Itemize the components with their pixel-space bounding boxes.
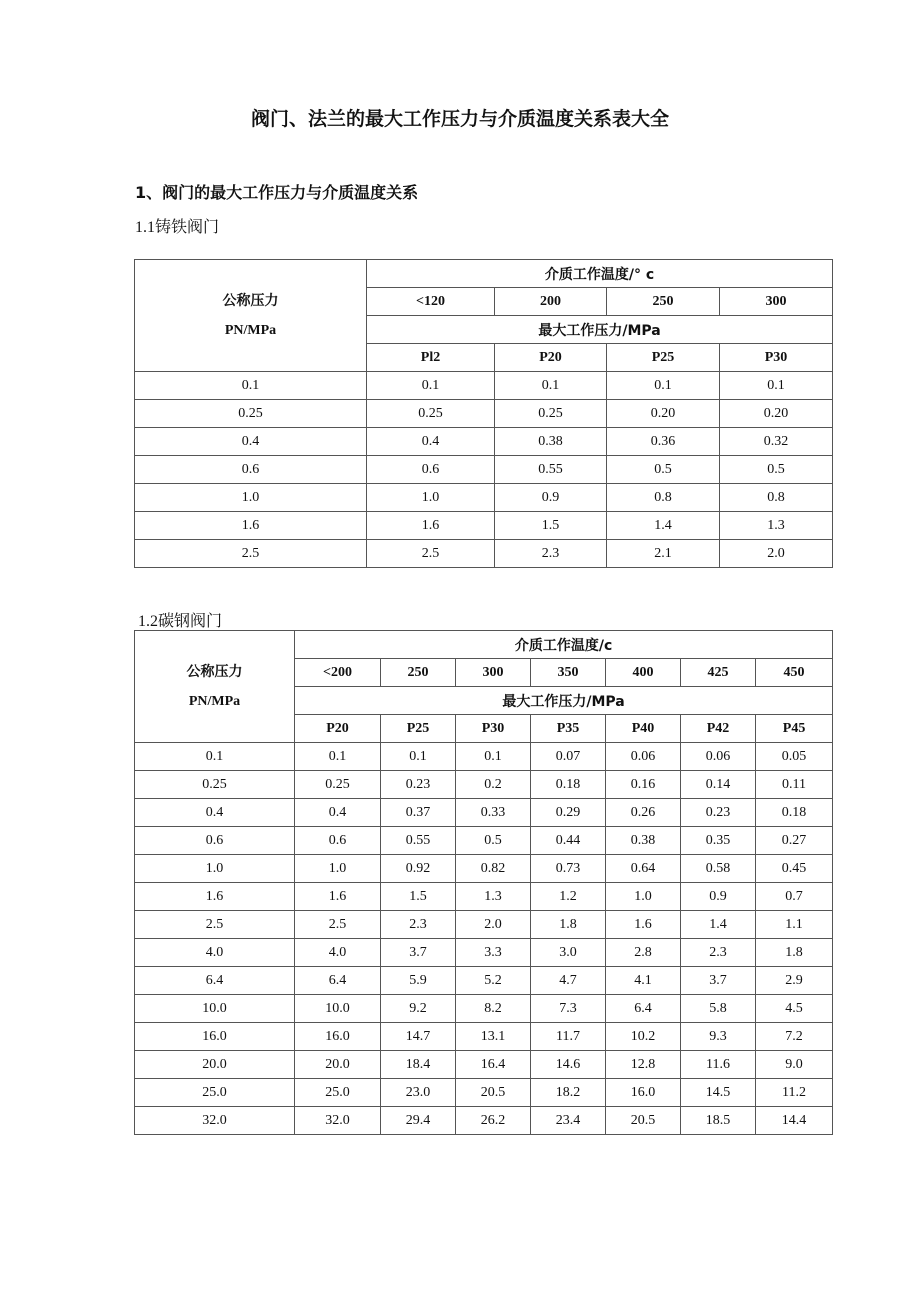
pressure-value: 0.07 bbox=[531, 743, 606, 771]
pn-label-line1: 公称压力 bbox=[186, 663, 243, 680]
pressure-value: 1.0 bbox=[295, 855, 381, 883]
pressure-value: 2.3 bbox=[381, 911, 456, 939]
pressure-value: 11.2 bbox=[756, 1079, 833, 1107]
table-row bbox=[135, 1107, 833, 1135]
pressure-value: 18.5 bbox=[681, 1107, 756, 1135]
table2-caption: 1.2碳钢阀门 bbox=[138, 613, 223, 630]
pressure-value: 7.2 bbox=[756, 1023, 833, 1051]
table-row bbox=[135, 1023, 833, 1051]
pressure-value: 16.0 bbox=[295, 1023, 381, 1051]
pressure-value: 0.92 bbox=[381, 855, 456, 883]
pressure-value: 18.4 bbox=[381, 1051, 456, 1079]
pressure-value: 0.20 bbox=[720, 400, 833, 428]
pressure-value: 4.0 bbox=[295, 939, 381, 967]
pressure-value: 0.9 bbox=[495, 484, 607, 512]
pressure-value: 29.4 bbox=[381, 1107, 456, 1135]
pressure-value: 0.25 bbox=[495, 400, 607, 428]
pressure-value: 0.5 bbox=[607, 456, 720, 484]
pressure-value: 3.7 bbox=[681, 967, 756, 995]
pn-value: 0.1 bbox=[135, 743, 295, 771]
pressure-value: 11.6 bbox=[681, 1051, 756, 1079]
pressure-value: 6.4 bbox=[295, 967, 381, 995]
pressure-value: 18.2 bbox=[531, 1079, 606, 1107]
cast-iron-valve-table bbox=[134, 259, 833, 568]
pn-value: 0.1 bbox=[135, 372, 367, 400]
pressure-value: 1.8 bbox=[531, 911, 606, 939]
pressure-value: 9.2 bbox=[381, 995, 456, 1023]
table-row bbox=[135, 771, 833, 799]
temp-col-header: 450 bbox=[756, 659, 833, 687]
pressure-col-header: Pl2 bbox=[367, 344, 495, 372]
table-row bbox=[135, 967, 833, 995]
table-row bbox=[135, 512, 833, 540]
pressure-value: 0.32 bbox=[720, 428, 833, 456]
pn-value: 10.0 bbox=[135, 995, 295, 1023]
pressure-value: 12.8 bbox=[606, 1051, 681, 1079]
pressure-value: 0.1 bbox=[381, 743, 456, 771]
pressure-header: 最大工作压力/MPa bbox=[367, 316, 833, 344]
pressure-value: 1.3 bbox=[720, 512, 833, 540]
pressure-value: 1.0 bbox=[606, 883, 681, 911]
table-row bbox=[135, 484, 833, 512]
pn-label-line2: PN/MPa bbox=[224, 322, 277, 338]
pressure-col-header: P42 bbox=[681, 715, 756, 743]
table-row bbox=[135, 428, 833, 456]
pressure-value: 1.2 bbox=[531, 883, 606, 911]
pn-label-line1: 公称压力 bbox=[222, 292, 279, 309]
pressure-value: 0.58 bbox=[681, 855, 756, 883]
table-row bbox=[135, 1079, 833, 1107]
pn-value: 0.25 bbox=[135, 400, 367, 428]
temp-col-header: 250 bbox=[381, 659, 456, 687]
pressure-value: 0.25 bbox=[295, 771, 381, 799]
pressure-value: 1.6 bbox=[295, 883, 381, 911]
pressure-value: 0.1 bbox=[295, 743, 381, 771]
pressure-value: 5.8 bbox=[681, 995, 756, 1023]
pressure-value: 16.0 bbox=[606, 1079, 681, 1107]
table-row bbox=[135, 540, 833, 568]
pressure-value: 0.06 bbox=[681, 743, 756, 771]
temp-col-header: 350 bbox=[531, 659, 606, 687]
pressure-value: 0.1 bbox=[367, 372, 495, 400]
pressure-value: 25.0 bbox=[295, 1079, 381, 1107]
pressure-value: 1.1 bbox=[756, 911, 833, 939]
pressure-value: 0.6 bbox=[295, 827, 381, 855]
pn-value: 0.6 bbox=[135, 827, 295, 855]
pressure-value: 0.23 bbox=[681, 799, 756, 827]
table-row bbox=[135, 799, 833, 827]
table-row bbox=[135, 995, 833, 1023]
pressure-value: 13.1 bbox=[456, 1023, 531, 1051]
pressure-value: 0.18 bbox=[756, 799, 833, 827]
pressure-value: 4.5 bbox=[756, 995, 833, 1023]
pressure-value: 4.7 bbox=[531, 967, 606, 995]
pressure-value: 0.1 bbox=[720, 372, 833, 400]
pressure-value: 0.64 bbox=[606, 855, 681, 883]
pn-value: 2.5 bbox=[135, 540, 367, 568]
temp-col-header: <120 bbox=[367, 288, 495, 316]
table-row bbox=[135, 939, 833, 967]
carbon-steel-valve-table bbox=[134, 630, 833, 1135]
pn-value: 1.0 bbox=[135, 484, 367, 512]
page-title: 阀门、法兰的最大工作压力与介质温度关系表大全 bbox=[250, 108, 669, 130]
pressure-value: 3.3 bbox=[456, 939, 531, 967]
pn-label-line2: PN/MPa bbox=[188, 693, 241, 709]
temp-col-header: 250 bbox=[607, 288, 720, 316]
temp-header: 介质工作温度/° c bbox=[367, 260, 833, 288]
pn-value: 0.4 bbox=[135, 428, 367, 456]
pressure-value: 0.16 bbox=[606, 771, 681, 799]
pressure-value: 2.5 bbox=[367, 540, 495, 568]
pressure-value: 5.9 bbox=[381, 967, 456, 995]
pressure-value: 0.38 bbox=[606, 827, 681, 855]
pressure-value: 2.3 bbox=[495, 540, 607, 568]
pressure-col-header: P25 bbox=[381, 715, 456, 743]
pressure-value: 0.33 bbox=[456, 799, 531, 827]
pressure-value: 2.1 bbox=[607, 540, 720, 568]
pn-value: 0.25 bbox=[135, 771, 295, 799]
pressure-value: 1.5 bbox=[495, 512, 607, 540]
pressure-value: 0.05 bbox=[756, 743, 833, 771]
table-row bbox=[135, 855, 833, 883]
pressure-value: 11.7 bbox=[531, 1023, 606, 1051]
pressure-value: 9.0 bbox=[756, 1051, 833, 1079]
pressure-value: 7.3 bbox=[531, 995, 606, 1023]
pressure-col-header: P20 bbox=[495, 344, 607, 372]
pressure-value: 5.2 bbox=[456, 967, 531, 995]
pressure-value: 0.18 bbox=[531, 771, 606, 799]
pressure-value: 0.55 bbox=[381, 827, 456, 855]
pressure-value: 2.3 bbox=[681, 939, 756, 967]
pn-value: 20.0 bbox=[135, 1051, 295, 1079]
pressure-value: 14.4 bbox=[756, 1107, 833, 1135]
pressure-value: 3.0 bbox=[531, 939, 606, 967]
pressure-value: 0.45 bbox=[756, 855, 833, 883]
pressure-value: 1.5 bbox=[381, 883, 456, 911]
pressure-value: 0.73 bbox=[531, 855, 606, 883]
pressure-value: 0.25 bbox=[367, 400, 495, 428]
table-row bbox=[135, 883, 833, 911]
temp-col-header: 300 bbox=[456, 659, 531, 687]
temp-col-header: 200 bbox=[495, 288, 607, 316]
pressure-col-header: P30 bbox=[720, 344, 833, 372]
pressure-value: 4.1 bbox=[606, 967, 681, 995]
pressure-value: 0.1 bbox=[495, 372, 607, 400]
pressure-col-header: P45 bbox=[756, 715, 833, 743]
pressure-value: 3.7 bbox=[381, 939, 456, 967]
table-row bbox=[135, 400, 833, 428]
pressure-value: 20.0 bbox=[295, 1051, 381, 1079]
pn-value: 1.0 bbox=[135, 855, 295, 883]
pressure-value: 0.4 bbox=[295, 799, 381, 827]
pn-value: 32.0 bbox=[135, 1107, 295, 1135]
pressure-value: 1.6 bbox=[606, 911, 681, 939]
pressure-value: 10.2 bbox=[606, 1023, 681, 1051]
pressure-value: 0.1 bbox=[456, 743, 531, 771]
pressure-value: 0.23 bbox=[381, 771, 456, 799]
pressure-value: 16.4 bbox=[456, 1051, 531, 1079]
temp-col-header: <200 bbox=[295, 659, 381, 687]
pn-header bbox=[135, 631, 295, 743]
pressure-value: 0.7 bbox=[756, 883, 833, 911]
pressure-col-header: P35 bbox=[531, 715, 606, 743]
pressure-col-header: P40 bbox=[606, 715, 681, 743]
pressure-value: 0.82 bbox=[456, 855, 531, 883]
table-row bbox=[135, 911, 833, 939]
pressure-value: 0.5 bbox=[456, 827, 531, 855]
pressure-col-header: P20 bbox=[295, 715, 381, 743]
pressure-value: 0.20 bbox=[607, 400, 720, 428]
pressure-col-header: P30 bbox=[456, 715, 531, 743]
temp-col-header: 400 bbox=[606, 659, 681, 687]
pressure-value: 0.14 bbox=[681, 771, 756, 799]
pressure-value: 0.26 bbox=[606, 799, 681, 827]
pressure-value: 0.38 bbox=[495, 428, 607, 456]
temp-col-header: 425 bbox=[681, 659, 756, 687]
pressure-value: 0.8 bbox=[720, 484, 833, 512]
pressure-value: 1.0 bbox=[367, 484, 495, 512]
pressure-value: 0.5 bbox=[720, 456, 833, 484]
pressure-value: 14.5 bbox=[681, 1079, 756, 1107]
pn-value: 2.5 bbox=[135, 911, 295, 939]
pressure-value: 8.2 bbox=[456, 995, 531, 1023]
table-row bbox=[135, 372, 833, 400]
pressure-value: 14.6 bbox=[531, 1051, 606, 1079]
pn-value: 25.0 bbox=[135, 1079, 295, 1107]
pressure-value: 0.44 bbox=[531, 827, 606, 855]
temp-col-header: 300 bbox=[720, 288, 833, 316]
pressure-value: 0.4 bbox=[367, 428, 495, 456]
pressure-value: 0.27 bbox=[756, 827, 833, 855]
table-row bbox=[135, 456, 833, 484]
pressure-value: 20.5 bbox=[606, 1107, 681, 1135]
pressure-value: 0.36 bbox=[607, 428, 720, 456]
pn-header bbox=[135, 260, 367, 372]
pressure-col-header: P25 bbox=[607, 344, 720, 372]
pressure-value: 0.06 bbox=[606, 743, 681, 771]
pressure-value: 1.6 bbox=[367, 512, 495, 540]
pressure-value: 2.0 bbox=[720, 540, 833, 568]
pn-value: 1.6 bbox=[135, 883, 295, 911]
pressure-value: 1.4 bbox=[607, 512, 720, 540]
pressure-value: 23.4 bbox=[531, 1107, 606, 1135]
pressure-value: 2.5 bbox=[295, 911, 381, 939]
pressure-value: 0.6 bbox=[367, 456, 495, 484]
pn-value: 16.0 bbox=[135, 1023, 295, 1051]
pressure-value: 0.9 bbox=[681, 883, 756, 911]
section-heading: 1、阀门的最大工作压力与介质温度关系 bbox=[135, 183, 419, 202]
pressure-value: 2.8 bbox=[606, 939, 681, 967]
pressure-value: 0.29 bbox=[531, 799, 606, 827]
temp-header: 介质工作温度/c bbox=[295, 631, 833, 659]
pressure-value: 0.8 bbox=[607, 484, 720, 512]
table-row bbox=[135, 743, 833, 771]
pressure-value: 1.8 bbox=[756, 939, 833, 967]
pressure-value: 6.4 bbox=[606, 995, 681, 1023]
table1-caption: 1.1铸铁阀门 bbox=[135, 219, 220, 236]
pressure-value: 2.9 bbox=[756, 967, 833, 995]
pn-value: 4.0 bbox=[135, 939, 295, 967]
pressure-value: 9.3 bbox=[681, 1023, 756, 1051]
table-row bbox=[135, 1051, 833, 1079]
pressure-value: 1.3 bbox=[456, 883, 531, 911]
pressure-value: 0.35 bbox=[681, 827, 756, 855]
table-row bbox=[135, 827, 833, 855]
pressure-value: 0.11 bbox=[756, 771, 833, 799]
pn-value: 0.4 bbox=[135, 799, 295, 827]
pressure-value: 32.0 bbox=[295, 1107, 381, 1135]
pressure-value: 1.4 bbox=[681, 911, 756, 939]
pressure-value: 10.0 bbox=[295, 995, 381, 1023]
pn-value: 0.6 bbox=[135, 456, 367, 484]
pressure-value: 2.0 bbox=[456, 911, 531, 939]
pressure-value: 23.0 bbox=[381, 1079, 456, 1107]
pressure-value: 0.37 bbox=[381, 799, 456, 827]
pressure-value: 14.7 bbox=[381, 1023, 456, 1051]
pn-value: 1.6 bbox=[135, 512, 367, 540]
pressure-value: 0.55 bbox=[495, 456, 607, 484]
pn-value: 6.4 bbox=[135, 967, 295, 995]
pressure-value: 0.2 bbox=[456, 771, 531, 799]
pressure-value: 26.2 bbox=[456, 1107, 531, 1135]
pressure-value: 0.1 bbox=[607, 372, 720, 400]
pressure-header: 最大工作压力/MPa bbox=[295, 687, 833, 715]
pressure-value: 20.5 bbox=[456, 1079, 531, 1107]
